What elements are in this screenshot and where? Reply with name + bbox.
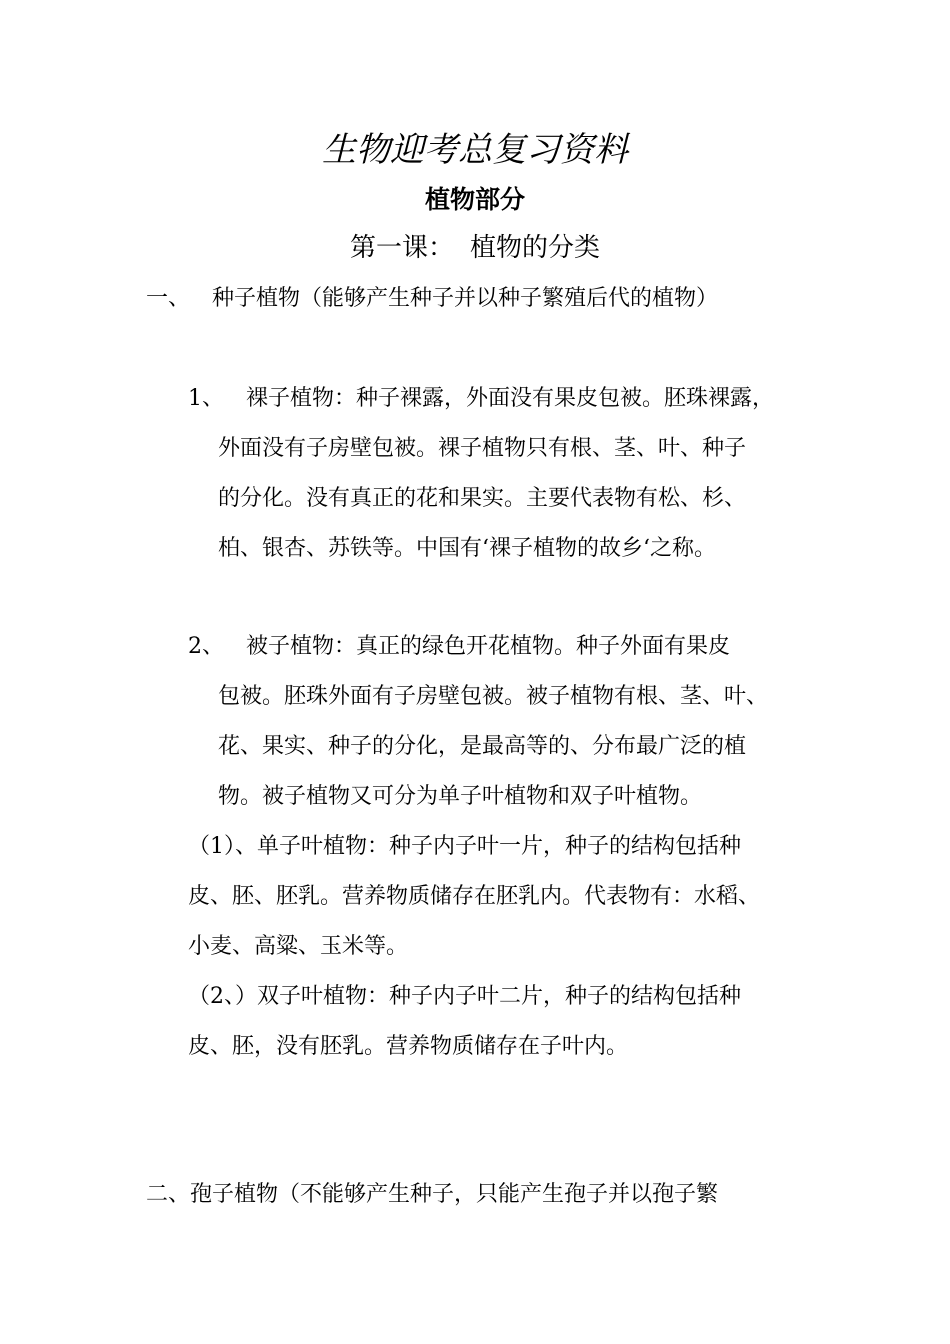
section1-text: 种子植物（能够产生种子并以种子繁殖后代的植物） xyxy=(212,286,719,311)
lesson-name: 植物的分类 xyxy=(470,233,601,263)
item2-line-4: 物。被子植物又可分为单子叶植物和双子叶植物。 xyxy=(218,784,703,809)
document-title: 生物迎考总复习资料 xyxy=(322,130,628,170)
section1-heading xyxy=(146,282,718,316)
sub1-line-2: 皮、胚、胚乳。营养物质储存在胚乳内。代表物有：水稻、 xyxy=(188,884,761,909)
sub2-line-2: 皮、胚，没有胚乳。营养物质储存在子叶内。 xyxy=(188,1034,629,1059)
item1-line-3: 的分化。没有真正的花和果实。主要代表物有松、杉、 xyxy=(218,486,747,511)
lesson-heading xyxy=(0,228,950,268)
document-subtitle: 植物部分 xyxy=(424,185,525,214)
item1-line-2: 外面没有子房壁包被。裸子植物只有根、茎、叶、种子 xyxy=(218,436,747,461)
item1-text-1: 裸子植物：种子裸露，外面没有果皮包被。胚珠裸露， xyxy=(246,386,775,411)
section1-marker: 一、 xyxy=(146,286,191,311)
item1-line-4: 柏、银杏、苏铁等。中国有‘裸子植物的故乡‘之称。 xyxy=(218,536,716,561)
sub2-line-1: （2、）双子叶植物：种子内子叶二片，种子的结构包括种 xyxy=(188,984,741,1009)
item1-marker: 1、 xyxy=(188,386,224,411)
item1-line-1 xyxy=(188,382,774,416)
sub1-line-3: 小麦、高粱、玉米等。 xyxy=(188,934,409,959)
sub1-line-1: （1）、单子叶植物：种子内子叶一片，种子的结构包括种 xyxy=(188,834,741,859)
item2-line-1 xyxy=(188,630,730,664)
item2-text-1: 被子植物：真正的绿色开花植物。种子外面有果皮 xyxy=(246,634,731,659)
section2-heading: 二、孢子植物（不能够产生种子，只能产生孢子并以孢子繁 xyxy=(146,1182,719,1207)
item2-line-3: 花、果实、种子的分化，是最高等的、分布最广泛的植 xyxy=(218,734,747,759)
item2-line-2: 包被。胚珠外面有子房壁包被。被子植物有根、茎、叶、 xyxy=(218,684,769,709)
item2-marker: 2、 xyxy=(188,634,224,659)
lesson-label: 第一课： xyxy=(349,233,454,263)
